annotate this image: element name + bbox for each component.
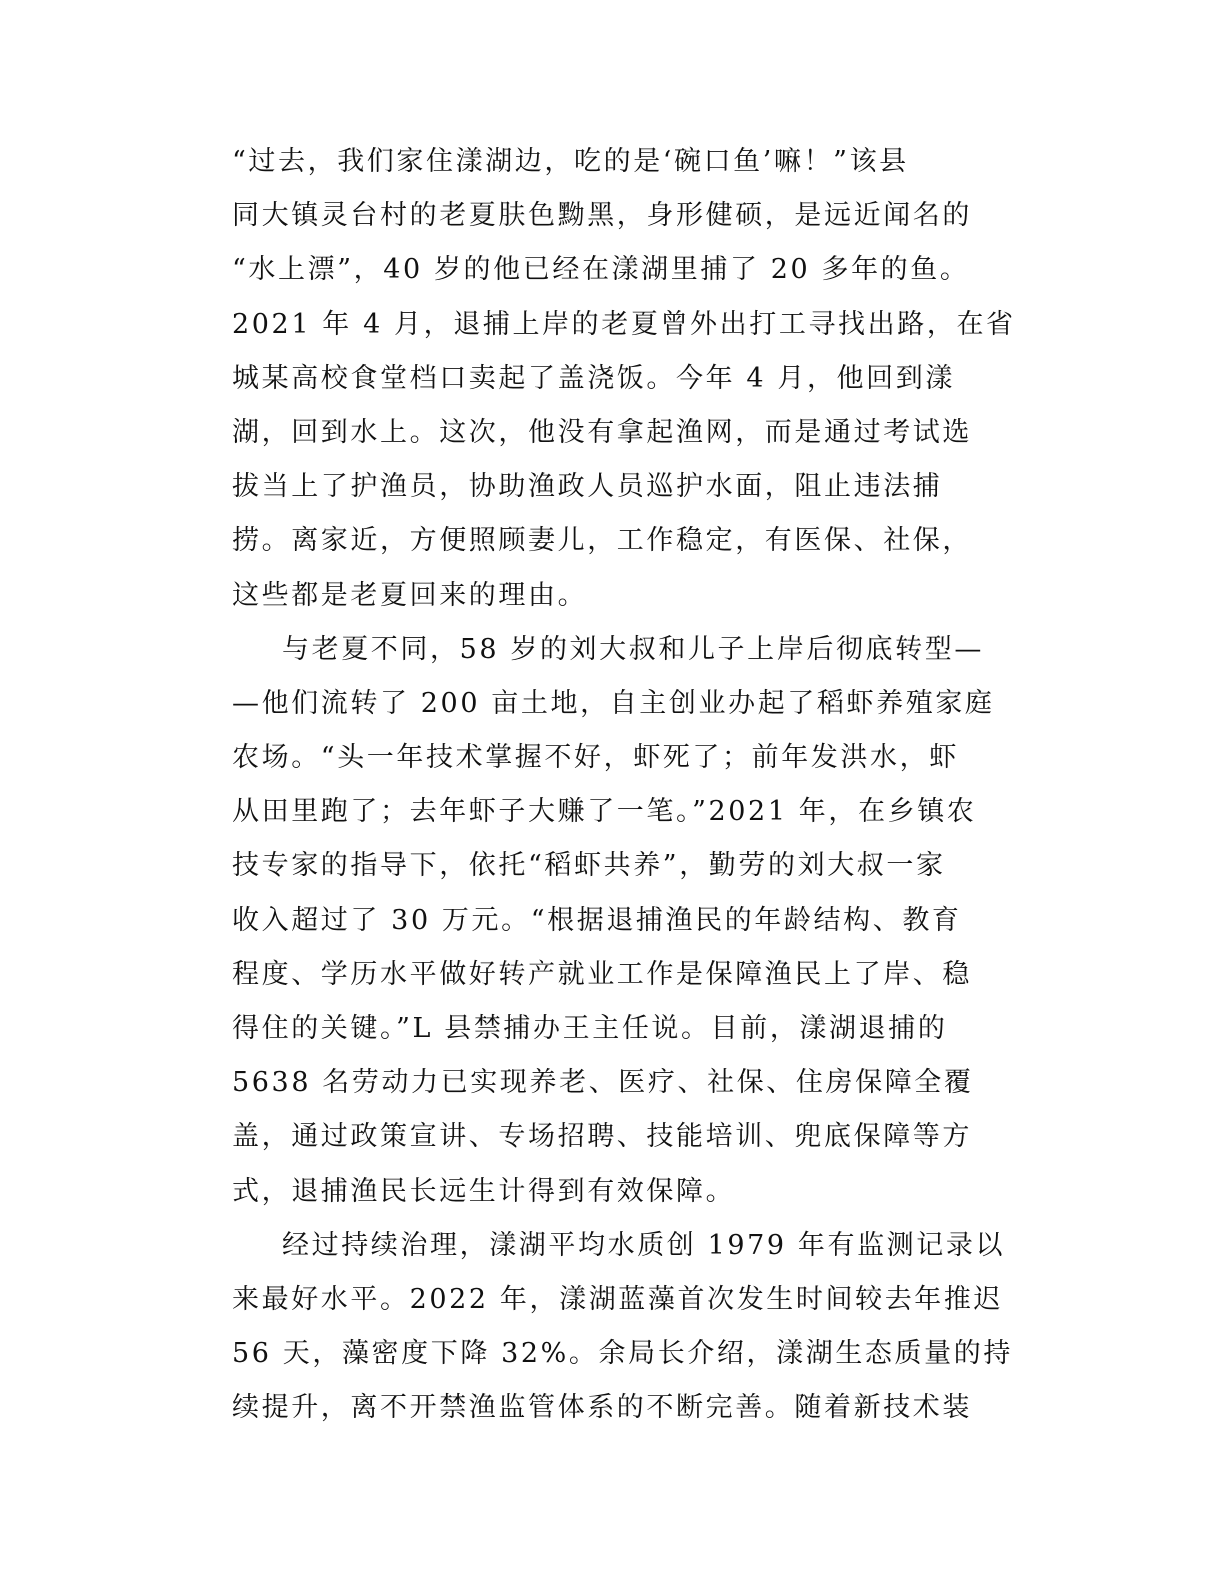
text-line: 城某高校食堂档口卖起了盖浇饭。今年 4 月，他回到漾 [232,362,955,394]
paragraph-start-line: 与老夏不同，58 岁的刘大叔和儿子上岸后彻底转型— [282,633,984,665]
text-line: 2021 年 4 月，退捕上岸的老夏曾外出打工寻找出路，在省 [232,308,1016,340]
text-line: 程度、学历水平做好转产就业工作是保障渔民上了岸、稳 [232,958,972,990]
text-line: 技专家的指导下，依托“稻虾共养”，勤劳的刘大叔一家 [232,850,946,882]
text-line: “过去，我们家住漾湖边，吃的是‘碗口鱼’嘛！”该县 [232,146,909,177]
text-line: 盖，通过政策宣讲、专场招聘、技能培训、兜底保障等方 [232,1121,972,1153]
text-line: 拔当上了护渔员，协助渔政人员巡护水面，阻止违法捕 [232,471,943,503]
text-line: 农场。“头一年技术掌握不好，虾死了；前年发洪水，虾 [232,742,959,774]
text-line: 得住的关键。”L 县禁捕办王主任说。目前，漾湖退捕的 [232,1013,948,1044]
text-line: 湖，回到水上。这次，他没有拿起渔网，而是通过考试选 [232,416,972,448]
text-line: “水上漂”，40 岁的他已经在漾湖里捕了 20 多年的鱼。 [232,254,970,286]
text-line: —他们流转了 200 亩土地，自主创业办起了稻虾养殖家庭 [232,687,995,719]
text-line: 56 天，藻密度下降 32%。余局长介绍，漾湖生态质量的持 [232,1338,1013,1370]
text-line: 收入超过了 30 万元。“根据退捕渔民的年龄结构、教育 [232,904,962,936]
text-line: 同大镇灵台村的老夏肤色黝黑，身形健硕，是远近闻名的 [232,200,972,232]
text-line: 这些都是老夏回来的理由。 [232,579,588,611]
paragraph-start-line: 经过持续治理，漾湖平均水质创 1979 年有监测记录以 [282,1229,1006,1261]
text-line: 从田里跑了；去年虾子大赚了一笔。”2021 年，在乡镇农 [232,796,977,828]
text-line: 式，退捕渔民长远生计得到有效保障。 [232,1175,736,1207]
text-line: 捞。离家近，方便照顾妻儿，工作稳定，有医保、社保， [232,525,972,557]
text-line: 5638 名劳动力已实现养老、医疗、社保、住房保障全覆 [232,1067,974,1099]
text-line: 来最好水平。2022 年，漾湖蓝藻首次发生时间较去年推迟 [232,1283,1004,1315]
text-line: 续提升，离不开禁渔监管体系的不断完善。随着新技术装 [232,1392,972,1424]
body-text [232,135,1016,1436]
